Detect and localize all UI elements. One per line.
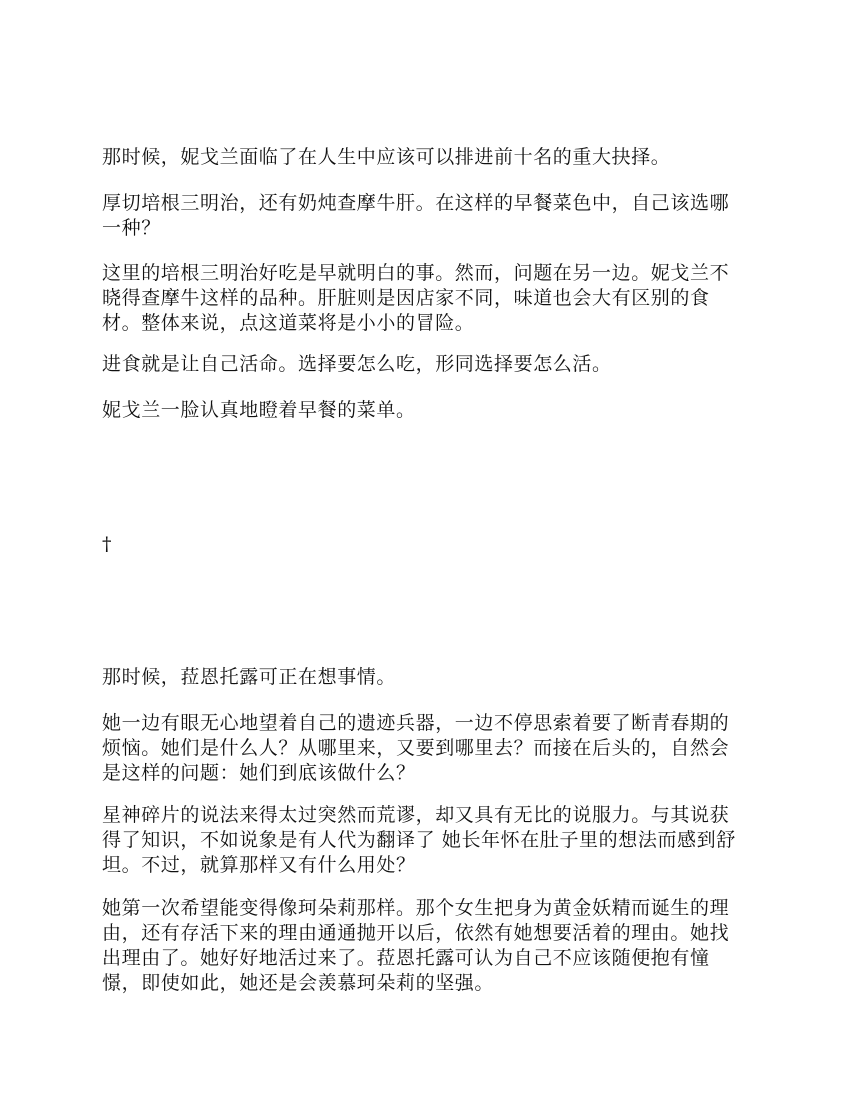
paragraph: 她第一次希望能变得像珂朵莉那样。那个女生把身为黄金妖精而诞生的理由，还有存活下来的理由通通抛开以后，依然有她想要活着的理由。她找出理由了。她好好地活过来了。菈恩托露可认为自己不应该随便抱有憧憬，即使如此，她还是会羡慕珂朵莉的坚强。 (102, 897, 730, 994)
paragraph: 这里的培根三明治好吃是早就明白的事。然而，问题在另一边。妮戈兰不晓得查摩牛这样的品种。肝脏则是因店家不同，味道也会大有区别的食材。整体来说，点这道菜将是小小的冒险。 (102, 262, 730, 334)
paragraph: 那时候，菈恩托露可正在想事情。 (102, 666, 397, 688)
paragraph: 妮戈兰一脸认真地瞪着早餐的菜单。 (102, 399, 416, 421)
paragraph: 进食就是让自己活命。选择要怎么吃，形同选择要怎么活。 (102, 353, 612, 375)
paragraph: 星神碎片的说法来得太过突然而荒谬，却又具有无比的说服力。与其说获得了知识，不如说象是有人代为翻译了 她长年怀在肚子里的想法而感到舒坦。不过，就算那样又有什么用处？ (102, 804, 736, 876)
paragraph: 她一边有眼无心地望着自己的遗迹兵器，一边不停思索着要了断青春期的烦恼。她们是什么人？从哪里来，又要到哪里去？而接在后头的，自然会是这样的问题：她们到底该做什么？ (102, 712, 730, 784)
paragraph: 厚切培根三明治，还有奶炖查摩牛肝。在这样的早餐菜色中，自己该选哪一种？ (102, 192, 730, 239)
section-divider: † (102, 533, 112, 555)
paragraph: 那时候，妮戈兰面临了在人生中应该可以排进前十名的重大抉择。 (102, 146, 671, 168)
